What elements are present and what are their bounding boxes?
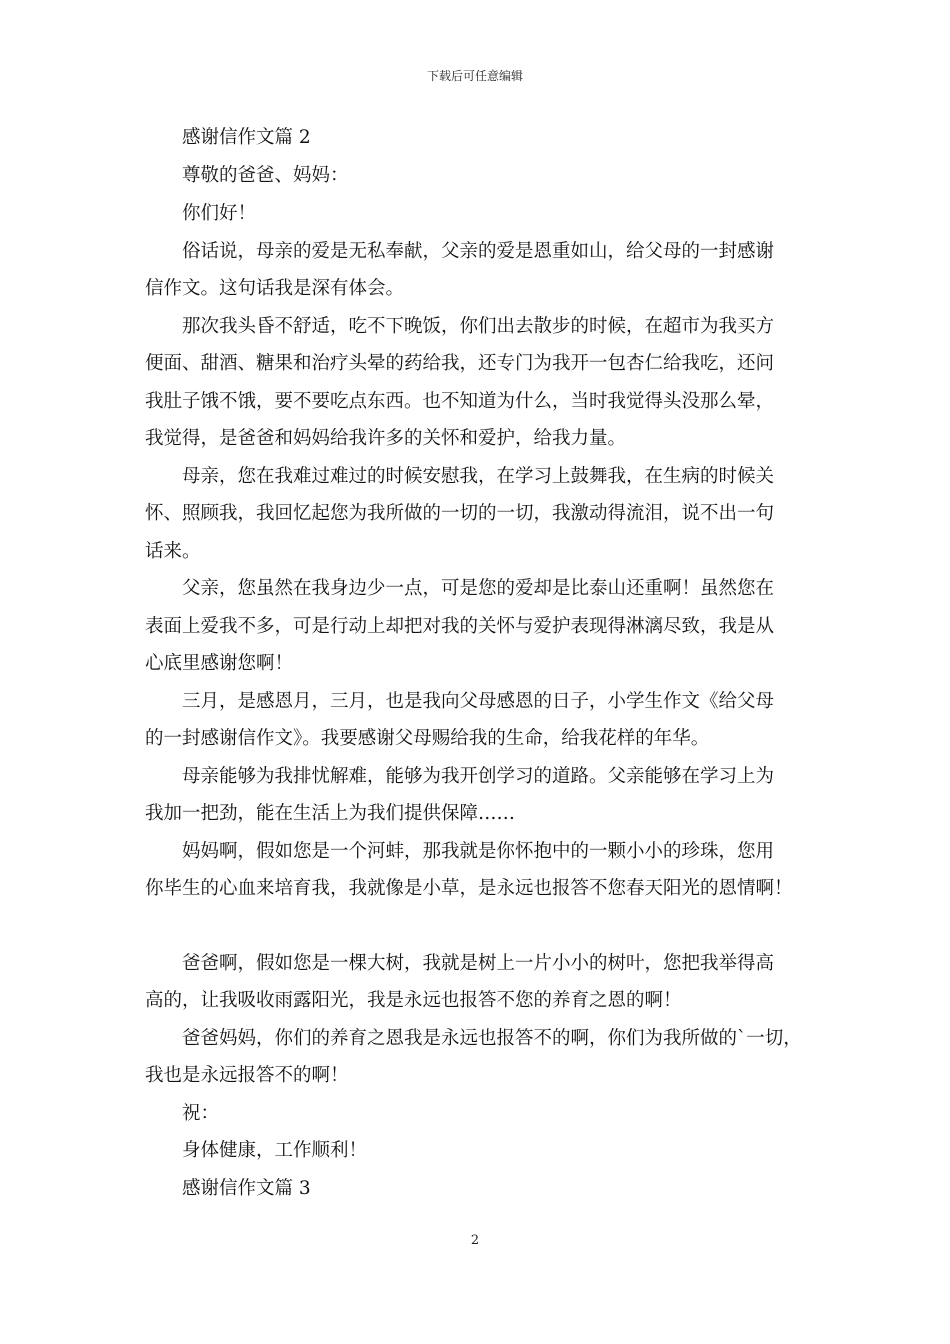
text-line: 妈妈啊，假如您是一个河蚌，那我就是你怀抱中的一颗小小的珍珠，您用 — [182, 841, 775, 862]
text-line: 母亲能够为我排忧解难，能够为我开创学习的道路。父亲能够在学习上为 — [182, 766, 775, 787]
text-line: 信作文。这句话我是深有体会。 — [145, 278, 405, 299]
text-line: 心底里感谢您啊！ — [145, 653, 294, 674]
text-line: 我觉得，是爸爸和妈妈给我许多的关怀和爱护，给我力量。 — [145, 428, 627, 449]
salutation: 尊敬的爸爸、妈妈： — [182, 165, 349, 186]
text-line: 高的，让我吸收雨露阳光，我是永远也报答不您的养育之恩的啊！ — [145, 990, 682, 1011]
text-line: 我加一把劲，能在生活上为我们提供保障…… — [145, 803, 516, 824]
text-line: 便面、甜酒、糖果和治疗头晕的药给我，还专门为我开一包杏仁给我吃，还问 — [145, 353, 775, 374]
text-line: 俗话说，母亲的爱是无私奉献，父亲的爱是恩重如山，给父母的一封感谢 — [182, 241, 775, 262]
text-line: 表面上爱我不多，可是行动上却把对我的关怀与爱护表现得淋漓尽致，我是从 — [145, 616, 775, 637]
text-line: 爸爸妈妈，你们的养育之恩我是永远也报答不的啊，你们为我所做的`一切， — [182, 1028, 802, 1049]
closing-wish: 祝： — [182, 1103, 220, 1124]
greeting: 你们好！ — [182, 203, 257, 224]
text-line: 父亲，您虽然在我身边少一点，可是您的爱却是比泰山还重啊！虽然您在 — [182, 578, 775, 599]
text-line: 我肚子饿不饿，要不要吃点东西。也不知道为什么，当时我觉得头没那么晕， — [145, 391, 775, 412]
text-line: 怀、照顾我，我回忆起您为我所做的一切的一切，我激动得流泪，说不出一句 — [145, 503, 775, 524]
text-line: 的一封感谢信作文》。我要感谢父母赐给我的生命，给我花样的年华。 — [145, 728, 710, 749]
section-title: 感谢信作文篇 2 — [182, 127, 311, 148]
page-header: 下载后可任意编辑 — [426, 69, 523, 83]
text-line: 你毕生的心血来培育我，我就像是小草，是永远也报答不您春天阳光的恩情啊！ — [145, 878, 793, 899]
text-line: 我也是永远报答不的啊！ — [145, 1065, 349, 1086]
section-title: 感谢信作文篇 3 — [182, 1178, 311, 1199]
text-line: 三月，是感恩月，三月，也是我向父母感恩的日子，小学生作文《给父母 — [182, 691, 775, 712]
text-line: 那次我头昏不舒适，吃不下晚饭，你们出去散步的时候，在超市为我买方 — [182, 316, 775, 337]
page-number: 2 — [470, 1233, 480, 1248]
text-line: 爸爸啊，假如您是一棵大树，我就是树上一片小小的树叶，您把我举得高 — [182, 953, 775, 974]
text-line: 话来。 — [145, 541, 201, 562]
closing-wish-text: 身体健康，工作顺利！ — [182, 1140, 368, 1161]
text-line: 母亲，您在我难过难过的时候安慰我，在学习上鼓舞我，在生病的时候关 — [182, 466, 775, 487]
